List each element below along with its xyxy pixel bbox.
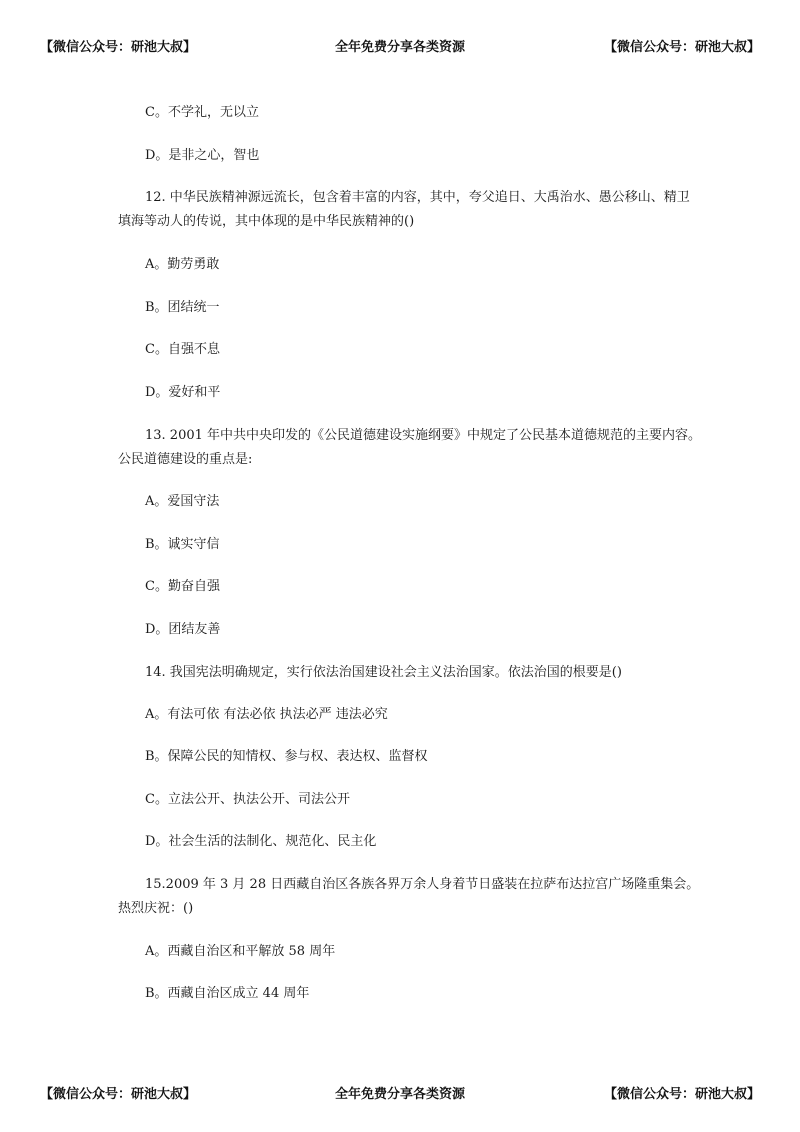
question-12-option-b: B。团结统一 (145, 300, 220, 315)
question-12-option-c: C。自强不息 (145, 342, 220, 357)
question-13-option-b: B。诚实守信 (145, 537, 220, 552)
question-12-text-line1: 12. 中华民族精神源远流长，包含着丰富的内容，其中，夸父追日、大禹治水、愚公移山、精卫 (145, 190, 690, 205)
question-12-option-d: D。爱好和平 (145, 385, 221, 400)
question-13-option-c: C。勤奋自强 (145, 579, 220, 594)
question-15-option-b: B。西藏自治区成立 44 周年 (145, 986, 310, 1001)
header-center-text: 全年免费分享各类资源 (334, 40, 465, 55)
question-12-option-a: A。勤劳勇敢 (145, 257, 220, 272)
question-13-option-d: D。团结友善 (145, 622, 221, 637)
question-14-option-c: C。立法公开、执法公开、司法公开 (145, 792, 350, 807)
question-12-text-line2: 填海等动人的传说，其中体现的是中华民族精神的() (118, 214, 415, 229)
question-13-text-line1: 13. 2001 年中共中央印发的《公民道德建设实施纲要》中规定了公民基本道德规范的主要内容。 (145, 428, 702, 443)
question-14-option-d: D。社会生活的法制化、规范化、民主化 (145, 834, 377, 849)
header-right-text: 【微信公众号：研池大叔】 (603, 40, 760, 55)
prev-option-c: C。不学礼，无以立 (145, 105, 259, 120)
question-15-option-a: A。西藏自治区和平解放 58 周年 (145, 944, 336, 959)
question-14-text: 14. 我国宪法明确规定，实行依法治国建设社会主义法治国家。依法治国的根要是() (145, 665, 622, 680)
footer-left-text: 【微信公众号：研池大叔】 (40, 1087, 197, 1102)
question-14-option-a: A。有法可依 有法必依 执法必严 违法必究 (145, 707, 388, 722)
page-footer (0, 1083, 800, 1107)
question-15-text-line2: 热烈庆祝：() (118, 901, 194, 916)
question-15-text-line1: 15.2009 年 3 月 28 日西藏自治区各族各界万余人身着节日盛装在拉萨布达拉宫广场隆重集会。 (145, 877, 700, 892)
footer-right-text: 【微信公众号：研池大叔】 (603, 1087, 760, 1102)
question-13-text-line2: 公民道德建设的重点是: (118, 452, 253, 467)
prev-option-d: D。是非之心，智也 (145, 148, 260, 163)
header-left-text: 【微信公众号：研池大叔】 (40, 40, 197, 55)
footer-center-text: 全年免费分享各类资源 (334, 1087, 465, 1102)
question-14-option-b: B。保障公民的知情权、参与权、表达权、监督权 (145, 749, 428, 764)
question-13-option-a: A。爱国守法 (145, 494, 220, 509)
